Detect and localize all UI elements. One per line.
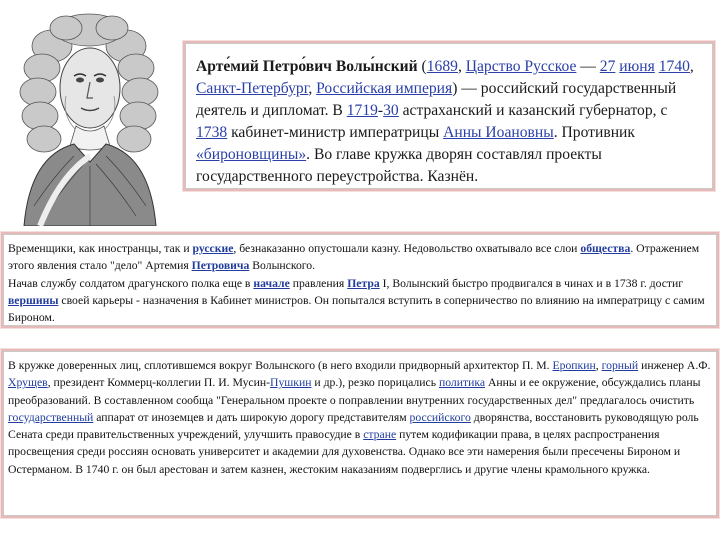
portrait-engraving xyxy=(4,6,176,226)
text: , xyxy=(308,80,317,97)
link-tsarstvo-russkoe[interactable]: Царство Русское xyxy=(465,58,577,75)
text: ) — российский государственный деятель и дипломат. В xyxy=(196,80,677,119)
link-politika[interactable]: политика xyxy=(438,376,486,390)
link-1689[interactable]: 1689 xyxy=(426,58,458,75)
text: - xyxy=(377,102,384,119)
text: Анны и ее окружение, обсуждались планы преобразований. В составленном сообща "Генеральном проекте о поправлении внутренних государственных дел" предлагалось очистить xyxy=(8,376,701,407)
link-russkie[interactable]: русские xyxy=(192,242,234,255)
text: Временщики, как иностранцы, так и xyxy=(8,242,193,255)
link-1719[interactable]: 1719 xyxy=(346,102,378,119)
link-pushkin[interactable]: Пушкин xyxy=(270,376,312,390)
text: путем кодификации права, в целях распространения просвещения среди россиян основать университет и академии для духовенства. Однако все эти намерения были пресечены Бироном и Остерманом. В 1740 г. он был арестован и затем казнен, жестоким наказаниям подверглись и другие члены крамольного кружка. xyxy=(8,428,681,476)
text: I, Волынский быстро продвигался в чинах и в 1738 г. достиг xyxy=(379,276,684,290)
text: Волынского. xyxy=(249,259,316,273)
text: . Отражением этого явления стало "дело" Артемия xyxy=(8,242,700,273)
text: инженер А.Ф. xyxy=(638,359,711,372)
text: ( xyxy=(417,58,427,75)
text: правления xyxy=(289,276,348,290)
text: В кружке доверенных лиц, сплотившемся вокруг Волынского (в него входили придворный архитектор П. М. xyxy=(8,359,553,372)
link-gosudarstvenny[interactable]: государственный xyxy=(8,410,94,424)
link-nachale[interactable]: начале xyxy=(253,276,290,290)
career-paragraph xyxy=(3,234,717,326)
text: . Во главе кружка дворян составлял проекты государственного переустройства. Казнён. xyxy=(196,146,602,185)
link-27[interactable]: 27 xyxy=(599,58,616,75)
text: кабинет-министр императрицы xyxy=(227,124,444,141)
link-petrovicha[interactable]: Петровича xyxy=(191,259,250,273)
text: дворянства, восстановить руководящую роль Сената среди правительственных учреждений, улучшить правосудие в xyxy=(8,410,699,442)
text: — xyxy=(576,58,600,75)
person-name: Арте́мий Петро́вич Волы́нский xyxy=(196,58,418,75)
link-anna-ioanovna[interactable]: Анны Иоановны xyxy=(443,124,554,141)
text: аппарат от иноземцев и дать широкую дорогу представителям xyxy=(93,410,410,424)
text: и др.), резко порицались xyxy=(311,376,439,390)
text: , безнаказанно опустошали казну. Недовольство охватывало все слои xyxy=(233,242,581,255)
text: , xyxy=(595,359,602,372)
link-rossiyskaya-imperiya[interactable]: Российская империя xyxy=(316,80,453,97)
biography-summary xyxy=(185,43,713,189)
text: . Противник xyxy=(553,124,635,141)
text: астраханский и казанский губернатор, с xyxy=(398,102,668,119)
link-vershiny[interactable]: вершины xyxy=(8,293,59,307)
portrait-icon xyxy=(4,6,176,226)
link-30[interactable]: 30 xyxy=(383,102,399,119)
link-hrushchev[interactable]: Хрущев xyxy=(8,376,48,390)
link-eropkin[interactable]: Еропкин xyxy=(552,359,596,372)
link-sankt-peterburg[interactable]: Санкт-Петербург xyxy=(196,80,309,97)
text: Начав службу солдатом драгунского полка еще в xyxy=(8,276,254,290)
link-1738[interactable]: 1738 xyxy=(196,124,228,141)
link-bironovshchina[interactable]: «бироновщины» xyxy=(196,146,307,163)
text: , президент Коммерц-коллегии П. И. Мусин- xyxy=(47,376,271,390)
link-obshchestva[interactable]: общества xyxy=(580,242,631,255)
circle-paragraph xyxy=(3,351,717,516)
text: своей карьеры - назначения в Кабинет министров. Он попытался вступить в соперничество по влиянию на императрицу с самим Бироном. xyxy=(8,293,705,325)
text: , xyxy=(689,58,694,75)
link-iyunya[interactable]: июня xyxy=(619,58,655,75)
link-petra[interactable]: Петра xyxy=(347,276,380,290)
text: , xyxy=(457,58,466,75)
link-strane[interactable]: стране xyxy=(363,428,397,442)
link-1740[interactable]: 1740 xyxy=(658,58,690,75)
link-gorny[interactable]: горный xyxy=(601,359,639,372)
link-rossiyskogo[interactable]: российского xyxy=(409,410,471,424)
